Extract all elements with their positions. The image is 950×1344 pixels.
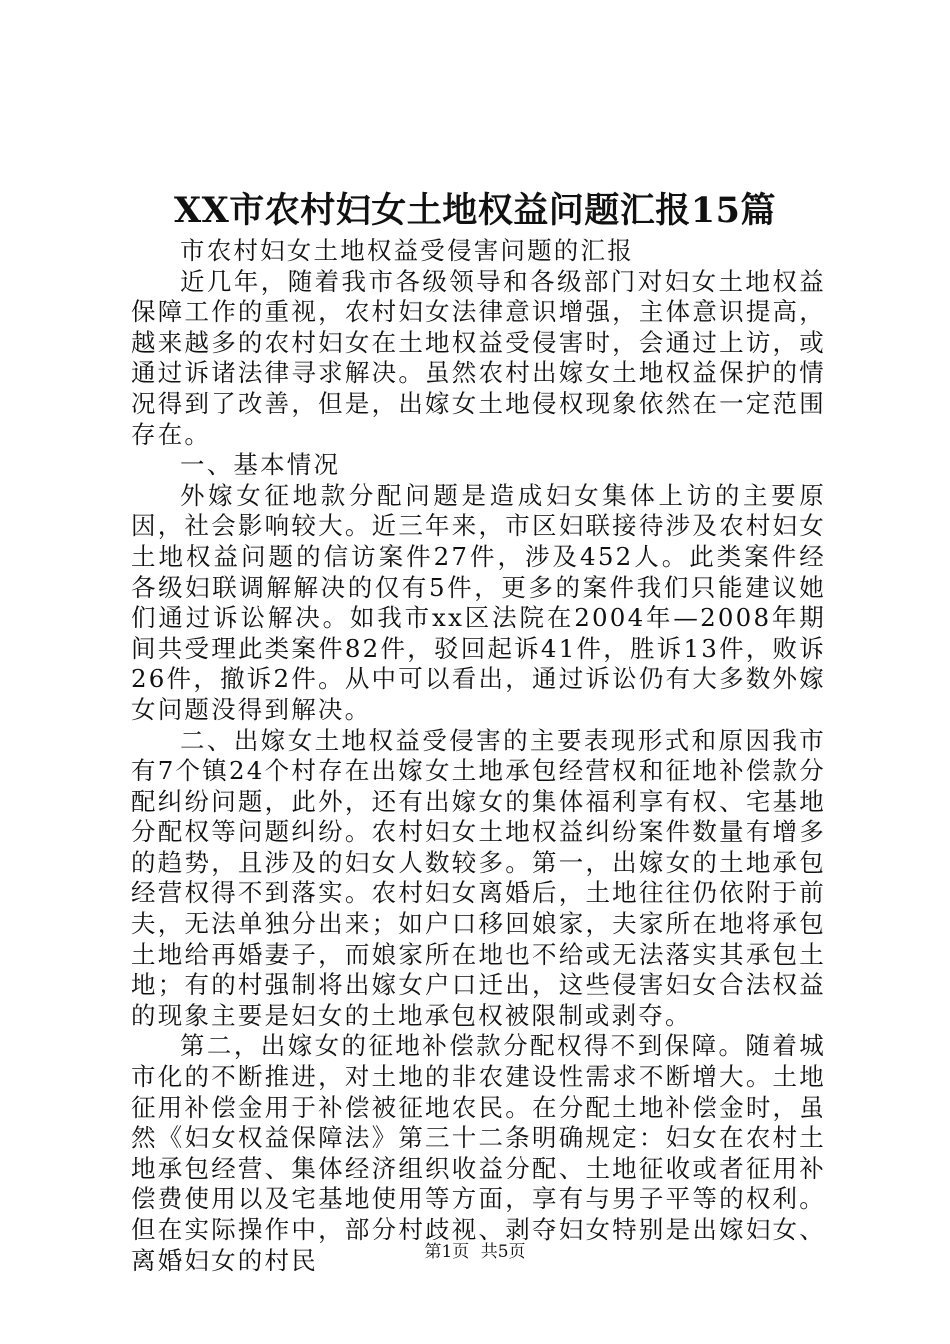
page-total: 共5页: [480, 1242, 526, 1262]
basic-situation-paragraph: 外嫁女征地款分配问题是造成妇女集体上访的主要原因，社会影响较大。近三年来，市区妇联接待涉及农村妇女土地权益问题的信访案件27件，涉及452人。此类案件经各级妇联调解解决的仅有5件，更多的案件我们只能建议她们通过诉讼解决。如我市xx区法院在2004年—2008年期间共受理此类案件82件，驳回起诉41件，胜诉13件，败诉26件，撤诉2件。从中可以看出，通过诉讼仍有大多数外嫁女问题没得到解决。: [131, 480, 826, 724]
document-title: XX市农村妇女土地权益问题汇报15篇: [173, 190, 777, 231]
subtitle-paragraph: 市农村妇女土地权益受侵害问题的汇报: [180, 236, 634, 265]
page-number: 第1页: [424, 1242, 470, 1262]
section-two-paragraph: 二、出嫁女土地权益受侵害的主要表现形式和原因我市有7个镇24个村存在出嫁女土地承包经营权和征地补偿款分配纠纷问题，此外，还有出嫁女的集体福利享有权、宅基地分配权等问题纠纷。农村妇女土地权益纠纷案件数量有增多的趋势，且涉及的妇女人数较多。第一，出嫁女的土地承包经营权得不到落实。农村妇女离婚后，土地往往仍依附于前夫，无法单独分出来；如户口移回娘家，夫家所在地将承包土地给再婚妻子，而娘家所在地也不给或无法落实其承包土地；有的村强制将出嫁女户口迁出，这些侵害妇女合法权益的现象主要是妇女的土地承包权被限制或剥夺。: [131, 725, 826, 1030]
page-footer: [0, 1240, 950, 1264]
section-heading-basic-situation: 一、基本情况: [180, 450, 341, 480]
second-point-paragraph: 第二，出嫁女的征地补偿款分配权得不到保障。随着城市化的不断推进，对土地的非农建设性需求不断增大。土地征用补偿金用于补偿被征地农民。在分配土地补偿金时，虽然《妇女权益保障法》第三十二条明确规定：妇女在农村土地承包经营、集体经济组织收益分配、土地征收或者征用补偿费使用以及宅基地使用等方面，享有与男子平等的权利。但在实际操作中，部分村歧视、剥夺妇女特别是出嫁妇女、离婚妇女的村民: [131, 1031, 826, 1275]
intro-paragraph: 近几年，随着我市各级领导和各级部门对妇女土地权益保障工作的重视，农村妇女法律意识增强，主体意识提高，越来越多的农村妇女在土地权益受侵害时，会通过上访，或通过诉诸法律寻求解决。虽然农村出嫁女土地权益保护的情况得到了改善，但是，出嫁女土地侵权现象依然在一定范围存在。: [131, 266, 826, 449]
document-body: [131, 236, 826, 1276]
